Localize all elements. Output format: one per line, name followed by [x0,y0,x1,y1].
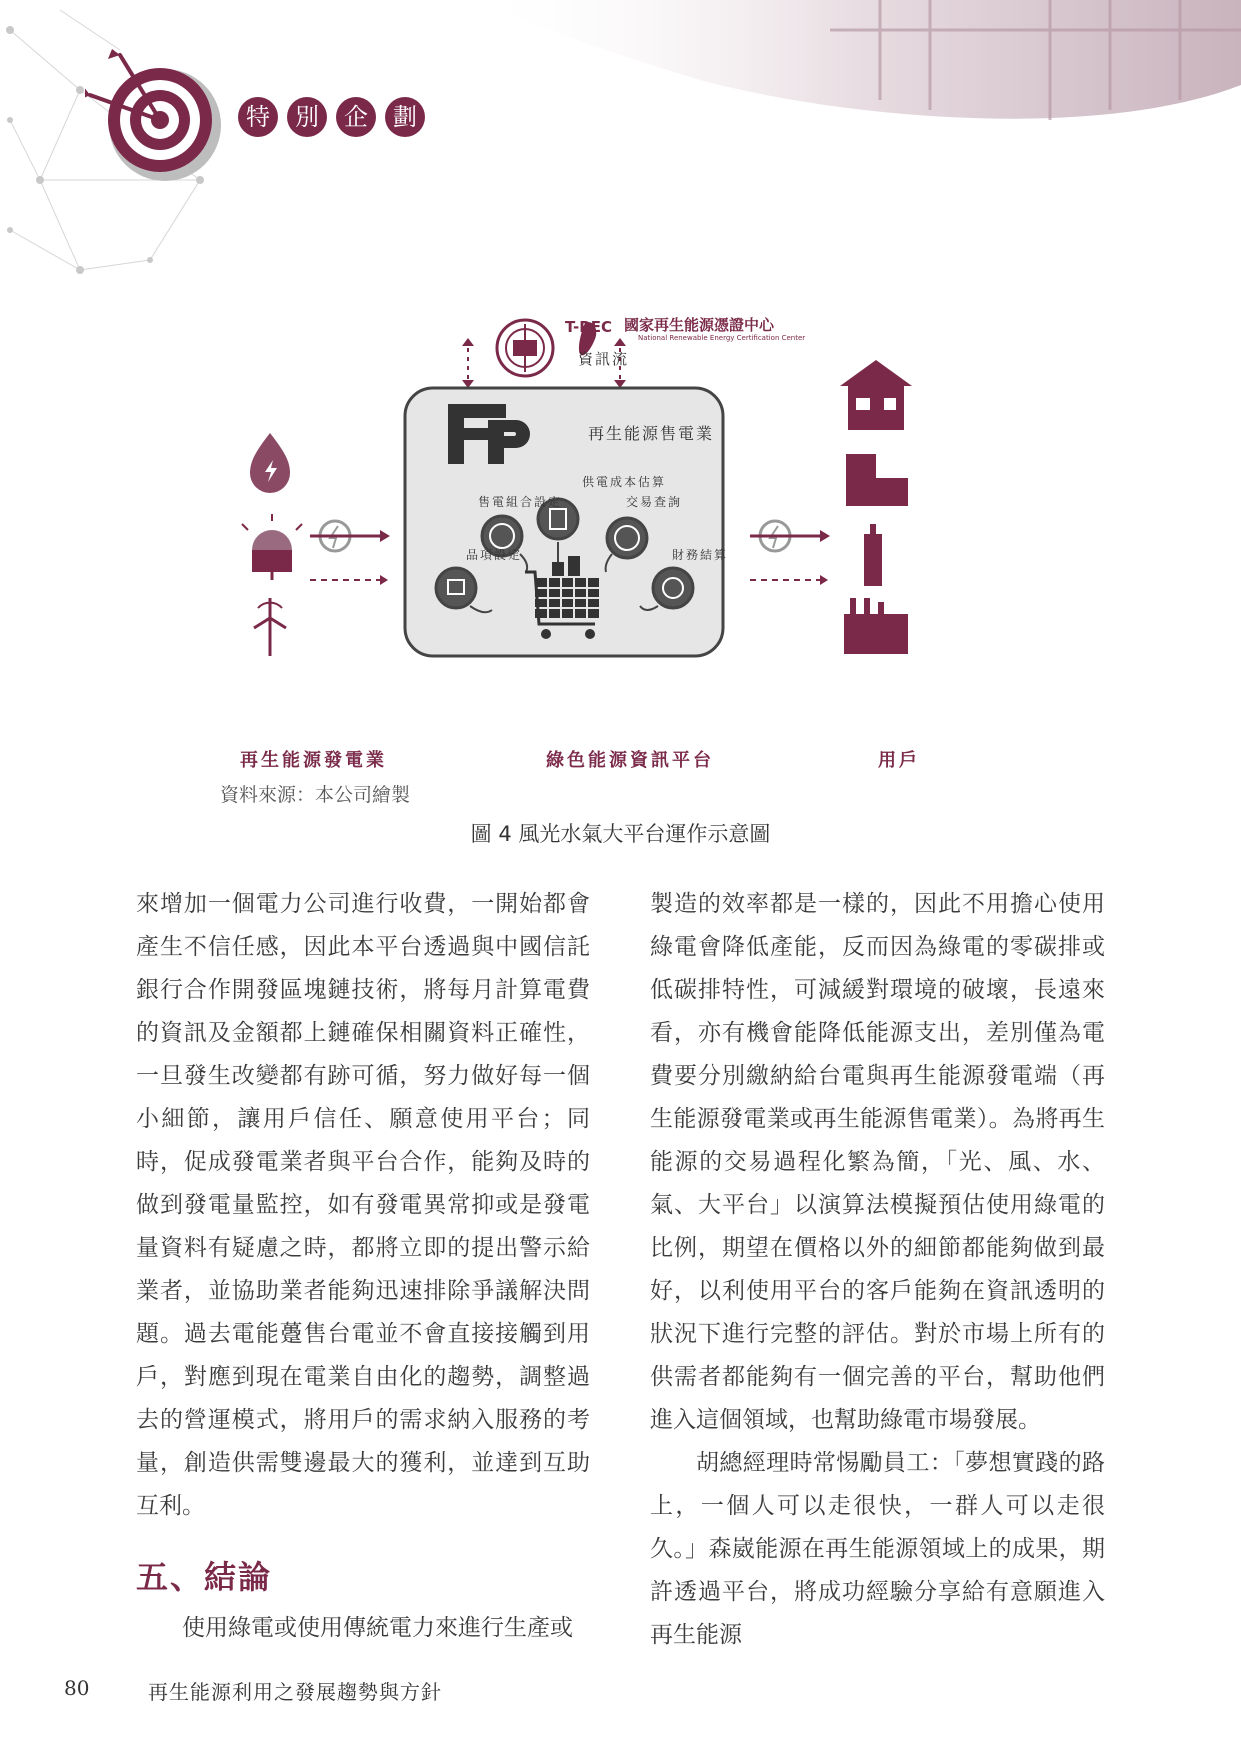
right-flow-arrows [750,521,830,585]
right-paragraph-2: 胡總經理時常惕勵員工：「夢想實踐的路上，一個人可以走很快，一群人可以走很久。」森崴能源在再生能源領域上的成果，期許透過平台，將成功經驗分享給有意願進入再生能源 [650,1450,1105,1648]
left-column [136,883,590,1650]
section-tag-char: 劃 [385,97,425,137]
left-flow-arrows [310,521,390,585]
platform-diagram [240,318,1040,778]
platform-company-label: 再生能源售電業 [588,424,715,443]
conclusion-heading: 五、結論 [136,1558,273,1596]
right-column [650,883,1105,1657]
info-flow-label: 資訊流 [578,350,630,368]
left-group-label: 再生能源發電業 [240,750,387,771]
right-paragraph-1: 製造的效率都是一樣的，因此不用擔心使用綠電會降低產能，反而因為綠電的零碳排或低碳排特性，可減緩對環境的破壞，長遠來看，亦有機會能降低能源支出，差別僅為電費要分別繳納給台電與再生能源發電端（再生能源發電業或再生能源售電業）。為將再生能源的交易過程化繁為簡，「光、風、水、氣、大平台」以演算法模擬預估使用綠電的比例，期望在價格以外的細節都能夠做到最好，以利使用平台的客戶能夠在資訊透明的狀況下進行完整的評估。對於市場上所有的供需者都能夠有一個完善的平台，幫助他們進入這個領域，也幫助綠電市場發展。 [650,891,1105,1433]
trec-logo-text: T-REC [565,318,613,336]
figure-caption: 圖 4 風光水氣大平台運作示意圖 [470,822,771,846]
solar-panel-icon [242,514,302,580]
trec-subtitle: National Renewable Energy Certification Center [638,334,806,342]
center-group-label: 綠色能源資訊平台 [546,750,714,771]
task-cost-label: 供電成本估算 [582,475,667,489]
left-paragraph-1: 來增加一個電力公司進行收費，一開始都會產生不信任感，因此本平台透過與中國信託銀行合作開發區塊鏈技術，將每月計算電費的資訊及金額都上鏈確保相關資料正確性，一旦發生改變都有跡可循，努力做好每一個小細節，讓用戶信任、願意使用平台；同時，促成發電業者與平台合作，能夠及時的做到發電量監控，如有發電異常抑或是發電量資料有疑慮之時，都將立即的提出警示給業者，並協助業者能夠迅速排除爭議解決問題。過去電能躉售台電並不會直接接觸到用戶，對應到現在電業自由化的趨勢，調整過去的營運模式，將用戶的需求納入服務的考量，創造供需雙邊最大的獲利，並達到互助互利。 [136,891,590,1519]
task-item-label: 品項設定 [466,548,523,562]
skyscraper-icon [864,524,882,586]
water-drop-icon [250,433,290,493]
target-icon [85,45,225,185]
left-paragraph-2: 使用綠電或使用傳統電力來進行生產或 [182,1615,573,1641]
section-tag-char: 別 [287,97,327,137]
page-number: 80 [64,1676,90,1700]
diagram-graphics [240,318,1040,778]
taipower-logo-icon [497,320,553,376]
section-tag-char: 特 [238,97,278,137]
figure-source: 資料來源：本公司繪製 [220,784,411,806]
office-buildings-icon [846,454,908,506]
wind-turbine-icon [254,598,286,656]
task-trade-label: 交易查詢 [626,495,683,509]
task-finance-label: 財務結算 [672,548,729,562]
section-tag-char: 企 [336,97,376,137]
section-tag [238,97,425,137]
trec-name: 國家再生能源憑證中心 [624,316,775,334]
publication-title: 再生能源利用之發展趨勢與方針 [148,1680,442,1704]
house-icon [840,360,912,430]
right-group-label: 用戶 [878,750,920,771]
factory-icon [844,598,908,654]
task-combo-label: 售電組合設定 [478,495,563,509]
